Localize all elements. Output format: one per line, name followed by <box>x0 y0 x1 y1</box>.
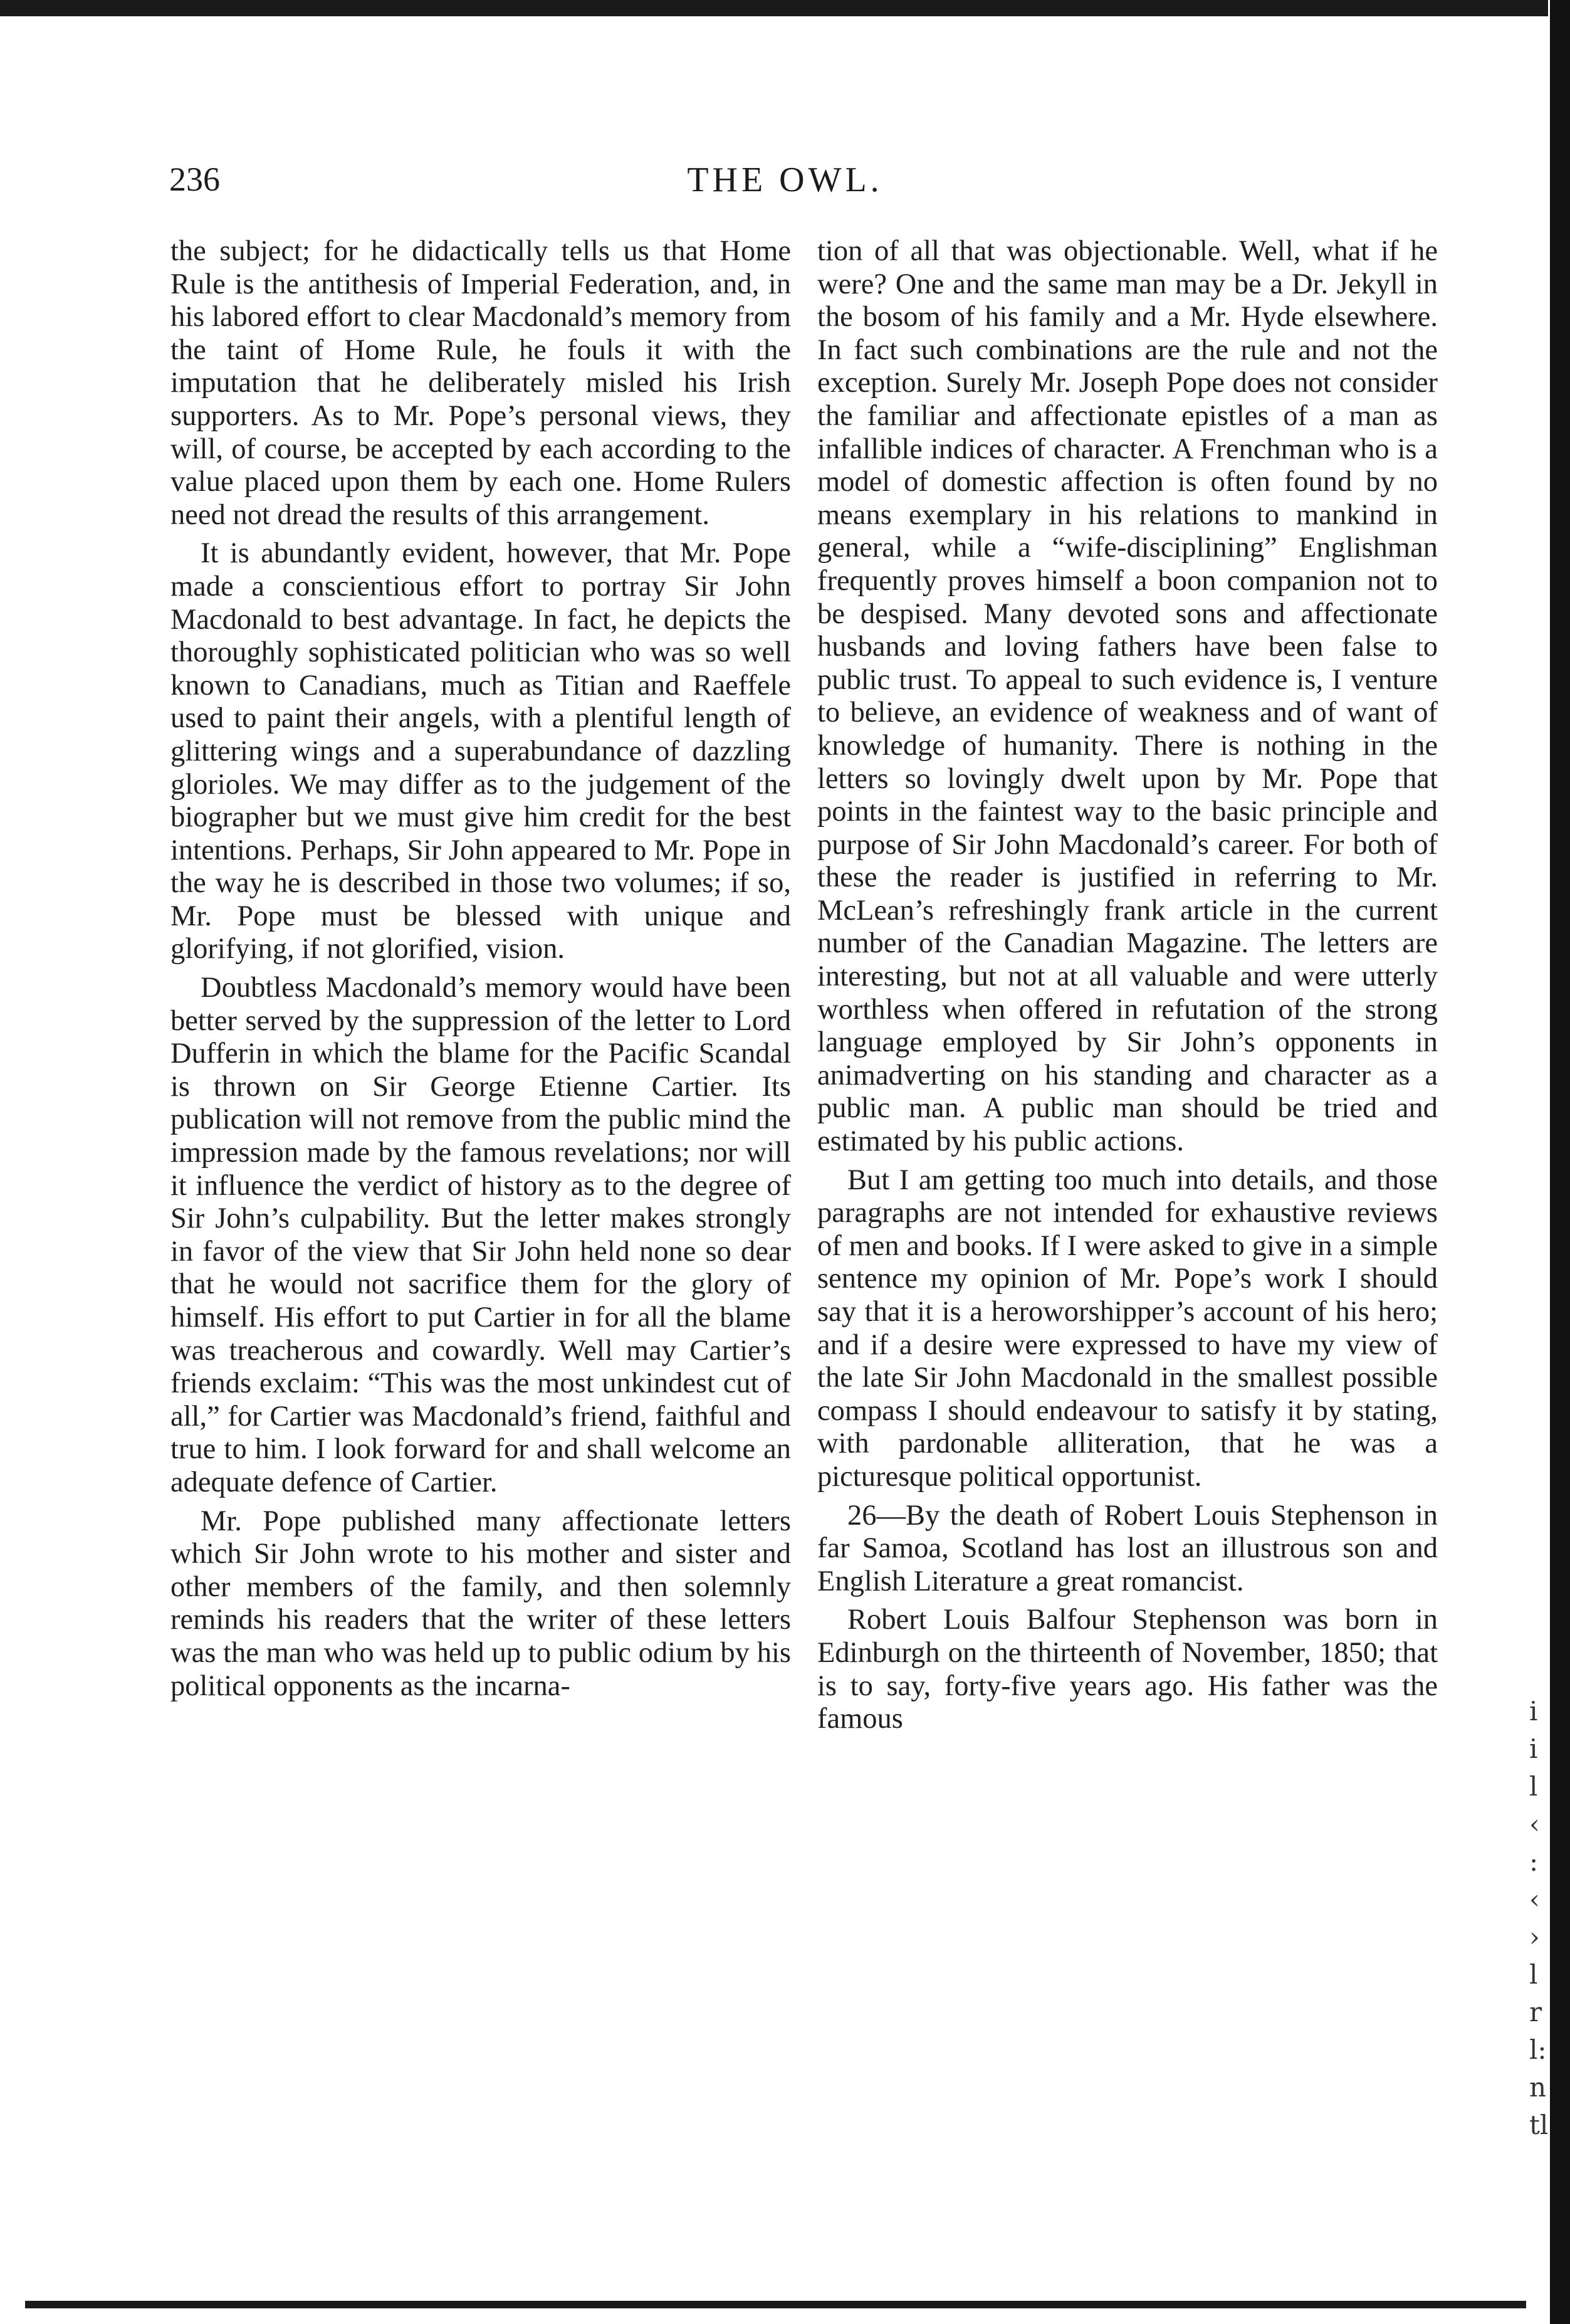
margin-bleed-fragments: i i l ‹ : ‹ › l r l: n tl <box>1529 1696 1549 2140</box>
right-paragraph-1: tion of all that was objectionable. Well, what if he were? One and the same man may be a Dr. Jekyll in the bosom of his family and a Mr. Hyde elsewhere. In fact such combinations are the rule and not the exception. Surely Mr. Joseph Pope does not consider the familiar and affectionate epistles of a man as infallible indices of character. A Frenchman who is a model of domestic affection is often found by no means exemplary in his relations to mankind in general, while a “wife-disciplining” Englishman frequently proves himself a boon companion not to be despised. Many devoted sons and affectionate husbands and loving fathers have been false to public trust. To appeal to such evidence is, I venture to believe, an evidence of weakness and of want of knowledge of humanity. There is nothing in the letters so lovingly dwelt upon by Mr. Pope that points in the faintest way to the basic principle and purpose of Sir John Macdonald’s career. For both of these the reader is justified in referring to Mr. McLean’s refreshingly frank article in the current number of the Canadian Magazine. The letters are interesting, but not at all valuable and were utterly worthless when offered in refutation of the strong language employed by Sir John’s opponents in animadverting on his standing and character as a public man. A public man should be tried and estimated by his public actions. <box>817 235 1438 1158</box>
left-paragraph-4: Mr. Pope published many affectionate letters which Sir John wrote to his mother and sister and other members of the family, and then solemnly reminds his readers that the writer of these letters was the man who was held up to public odium by his political opponents as the incarna- <box>170 1505 791 1702</box>
left-paragraph-1: the subject; for he didactically tells us that Home Rule is the antithesis of Imperial Federation, and, in his labored effort to clear Macdonald’s memory from the taint of Home Rule, he fouls it with the imputation that he deliberately misled his Irish supporters. As to Mr. Pope’s personal views, they will, of course, be accepted by each according to the value placed upon them by each one. Home Rulers need not dread the results of this arrangement. <box>170 235 791 531</box>
right-paragraph-2: But I am getting too much into details, and those paragraphs are not intended for exhaustive reviews of men and books. If I were asked to give in a simple sentence my opinion of Mr. Pope’s work I should say that it is a heroworshipper’s account of his hero; and if a desire were expressed to have my view of the late Sir John Macdonald in the smallest possible compass I should endeavour to satisfy it by stating, with pardonable alliteration, that he was a picturesque political opportunist. <box>817 1164 1438 1493</box>
right-paragraph-3: 26—By the death of Robert Louis Stephenson in far Samoa, Scotland has lost an illustrous son and English Literature a great romancist. <box>817 1499 1438 1597</box>
right-paragraph-4: Robert Louis Balfour Stephenson was born in Edinburgh on the thirteenth of November, 1850; that is to say, forty-five years ago. His father was the famous <box>817 1604 1438 1735</box>
page-number: 236 <box>169 160 220 198</box>
top-border-rule <box>0 0 1548 16</box>
running-head: THE OWL. <box>687 160 883 199</box>
scan-right-edge <box>1550 0 1570 2324</box>
left-paragraph-2: It is abundantly evident, however, that Mr. Pope made a conscientious effort to portray Sir John Macdonald to best advantage. In fact, he depicts the thoroughly sophisticated politician who was so well known to Canadians, much as Titian and Raeffele used to paint their angels, with a plentiful length of glittering wings and a superabundance of dazzling glorioles. We may differ as to the judgement of the biographer but we must give him credit for the best intentions. Perhaps, Sir John appeared to Mr. Pope in the way he is described in those two volumes; if so, Mr. Pope must be blessed with unique and glorifying, if not glorified, vision. <box>170 537 791 965</box>
left-paragraph-3: Doubtless Macdonald’s memory would have been better served by the suppression of the letter to Lord Dufferin in which the blame for the Pacific Scandal is thrown on Sir George Etienne Cartier. Its publication will not remove from the public mind the impression made by the famous revelations; nor will it influence the verdict of history as to the degree of Sir John’s culpability. But the letter makes strongly in favor of the view that Sir John held none so dear that he would not sacrifice them for the glory of himself. His effort to put Cartier in for all the blame was treacherous and cowardly. Well may Cartier’s friends exclaim: “This was the most unkindest cut of all,” for Cartier was Macdonald’s friend, faithful and true to him. I look forward for and shall welcome an adequate defence of Cartier. <box>170 972 791 1498</box>
right-column <box>817 235 1438 1742</box>
bottom-border-rule <box>25 2301 1526 2308</box>
left-column <box>170 235 791 1708</box>
